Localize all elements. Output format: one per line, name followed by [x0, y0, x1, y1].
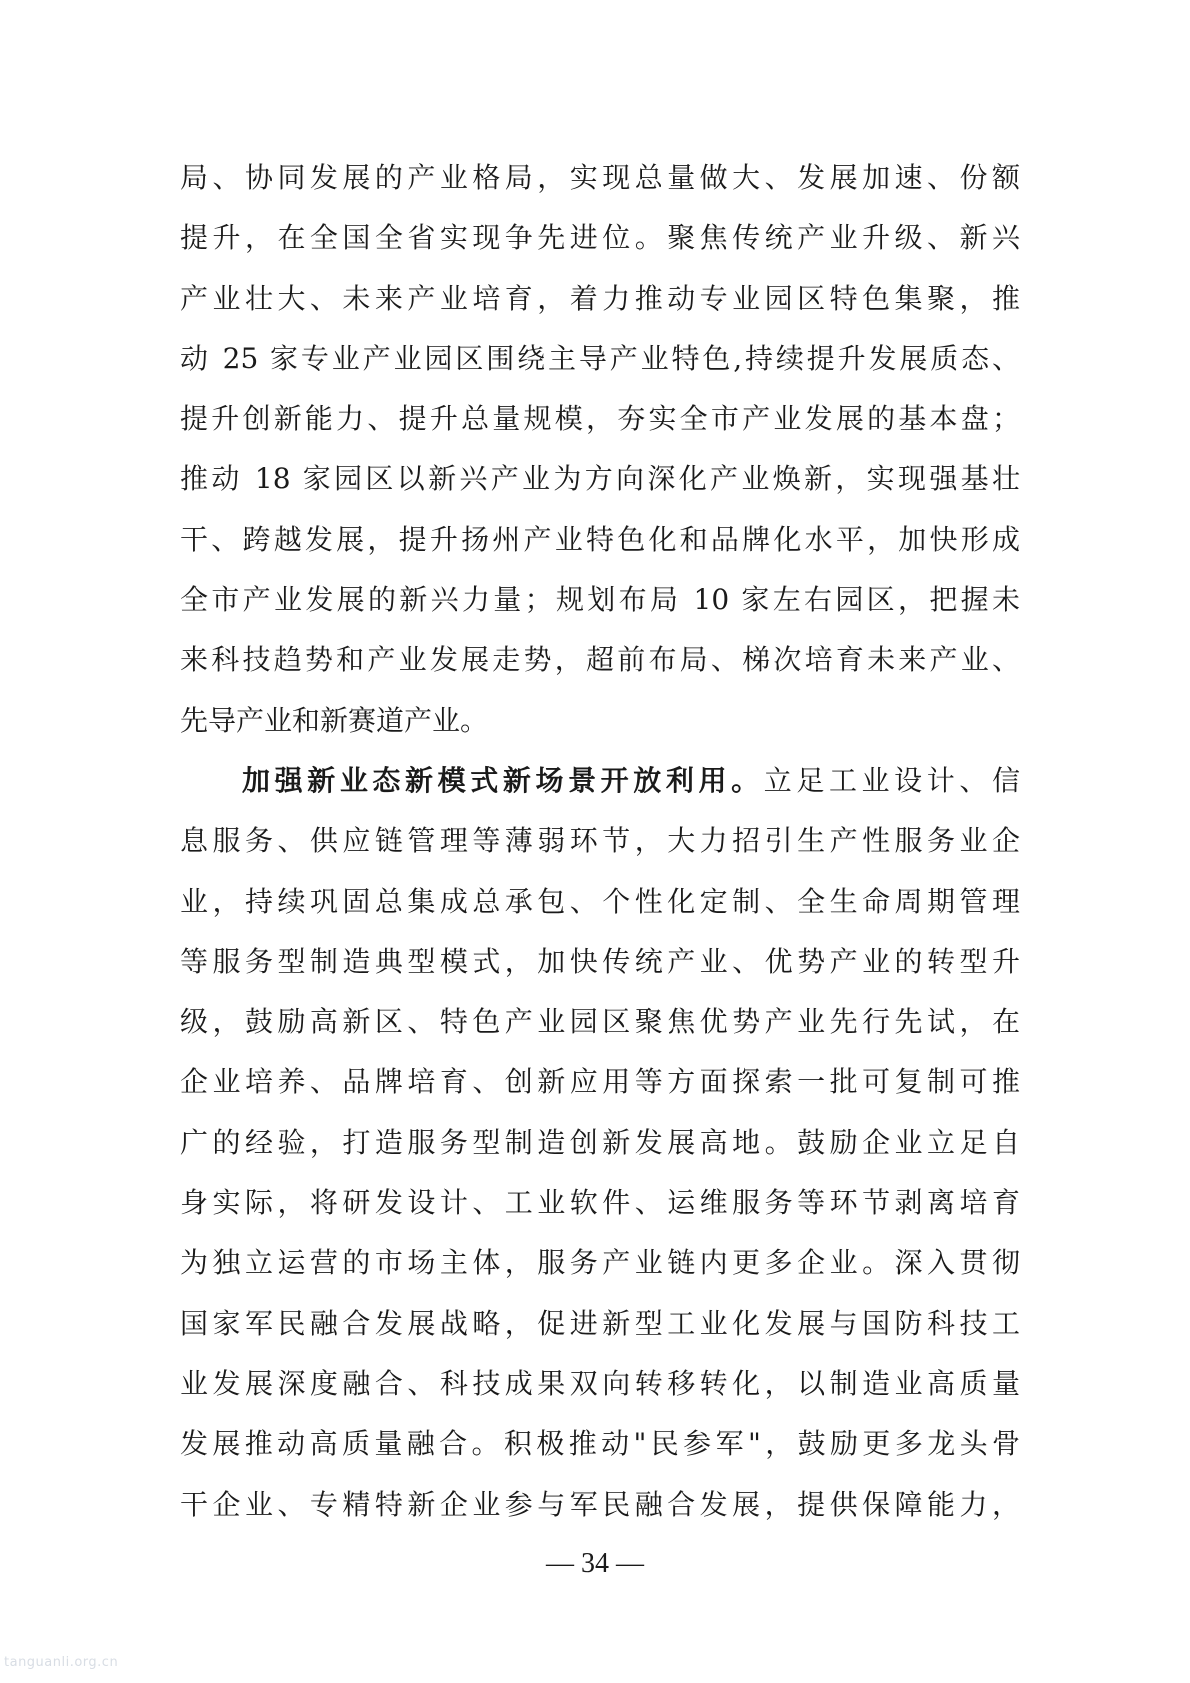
- text-line-rest: 立足工业设计、信: [763, 763, 1020, 797]
- text-line: 国家军民融合发展战略，促进新型工业化发展与国防科技工: [180, 1306, 1020, 1340]
- text-line: 等服务型制造典型模式，加快传统产业、优势产业的转型升: [180, 944, 1020, 978]
- text-line: 局、协同发展的产业格局，实现总量做大、发展加速、份额: [180, 161, 1020, 194]
- paragraph-1: [180, 148, 1020, 751]
- text-line: 提升创新能力、提升总量规模，夯实全市产业发展的基本盘；: [180, 402, 1020, 436]
- text-line: 产业壮大、未来产业培育，着力推动专业园区特色集聚，推: [180, 281, 1020, 315]
- text-line: 干、跨越发展，提升扬州产业特色化和品牌化水平，加快形成: [180, 522, 1020, 556]
- text-line: 动 25 家专业产业园区围绕主导产业特色,持续提升发展质态、: [180, 341, 1020, 375]
- body-text: [180, 148, 1020, 1535]
- text-line: 为独立运营的市场主体，服务产业链内更多企业。深入贯彻: [180, 1246, 1020, 1280]
- text-line: 广的经验，打造服务型制造创新发展高地。鼓励企业立足自: [180, 1125, 1020, 1159]
- text-line: 业，持续巩固总集成总承包、个性化定制、全生命周期管理: [180, 884, 1020, 918]
- text-line: 先导产业和新赛道产业。: [180, 703, 489, 737]
- text-line: 干企业、专精特新企业参与军民融合发展，提供保障能力，: [180, 1487, 1020, 1521]
- text-line: 发展推动高质量融合。积极推动"民参军"，鼓励更多龙头骨: [180, 1427, 1020, 1461]
- text-line: 来科技趋势和产业发展走势，超前布局、梯次培育未来产业、: [180, 643, 1020, 677]
- text-line: 业发展深度融合、科技成果双向转移转化，以制造业高质量: [180, 1366, 1020, 1400]
- paragraph-first-line: [180, 751, 1020, 811]
- text-line: 推动 18 家园区以新兴产业为方向深化产业焕新，实现强基壮: [180, 462, 1020, 496]
- text-line: 身实际，将研发设计、工业软件、运维服务等环节剥离培育: [180, 1186, 1020, 1220]
- paragraph-lead-heading: 加强新业态新模式新场景开放利用。: [242, 763, 764, 797]
- paragraph-2: [180, 751, 1020, 1535]
- text-line: 全市产业发展的新兴力量；规划布局 10 家左右园区，把握未: [180, 583, 1020, 617]
- text-line: 提升，在全国全省实现争先进位。聚焦传统产业升级、新兴: [180, 221, 1020, 255]
- text-line: 息服务、供应链管理等薄弱环节，大力招引生产性服务业企: [180, 824, 1020, 858]
- page-number: — 34 —: [546, 1548, 644, 1579]
- text-line: 级，鼓励高新区、特色产业园区聚焦优势产业先行先试，在: [180, 1005, 1020, 1039]
- text-line: 企业培养、品牌培育、创新应用等方面探索一批可复制可推: [180, 1065, 1020, 1099]
- watermark-text: tanguanli.org.cn: [4, 1655, 119, 1670]
